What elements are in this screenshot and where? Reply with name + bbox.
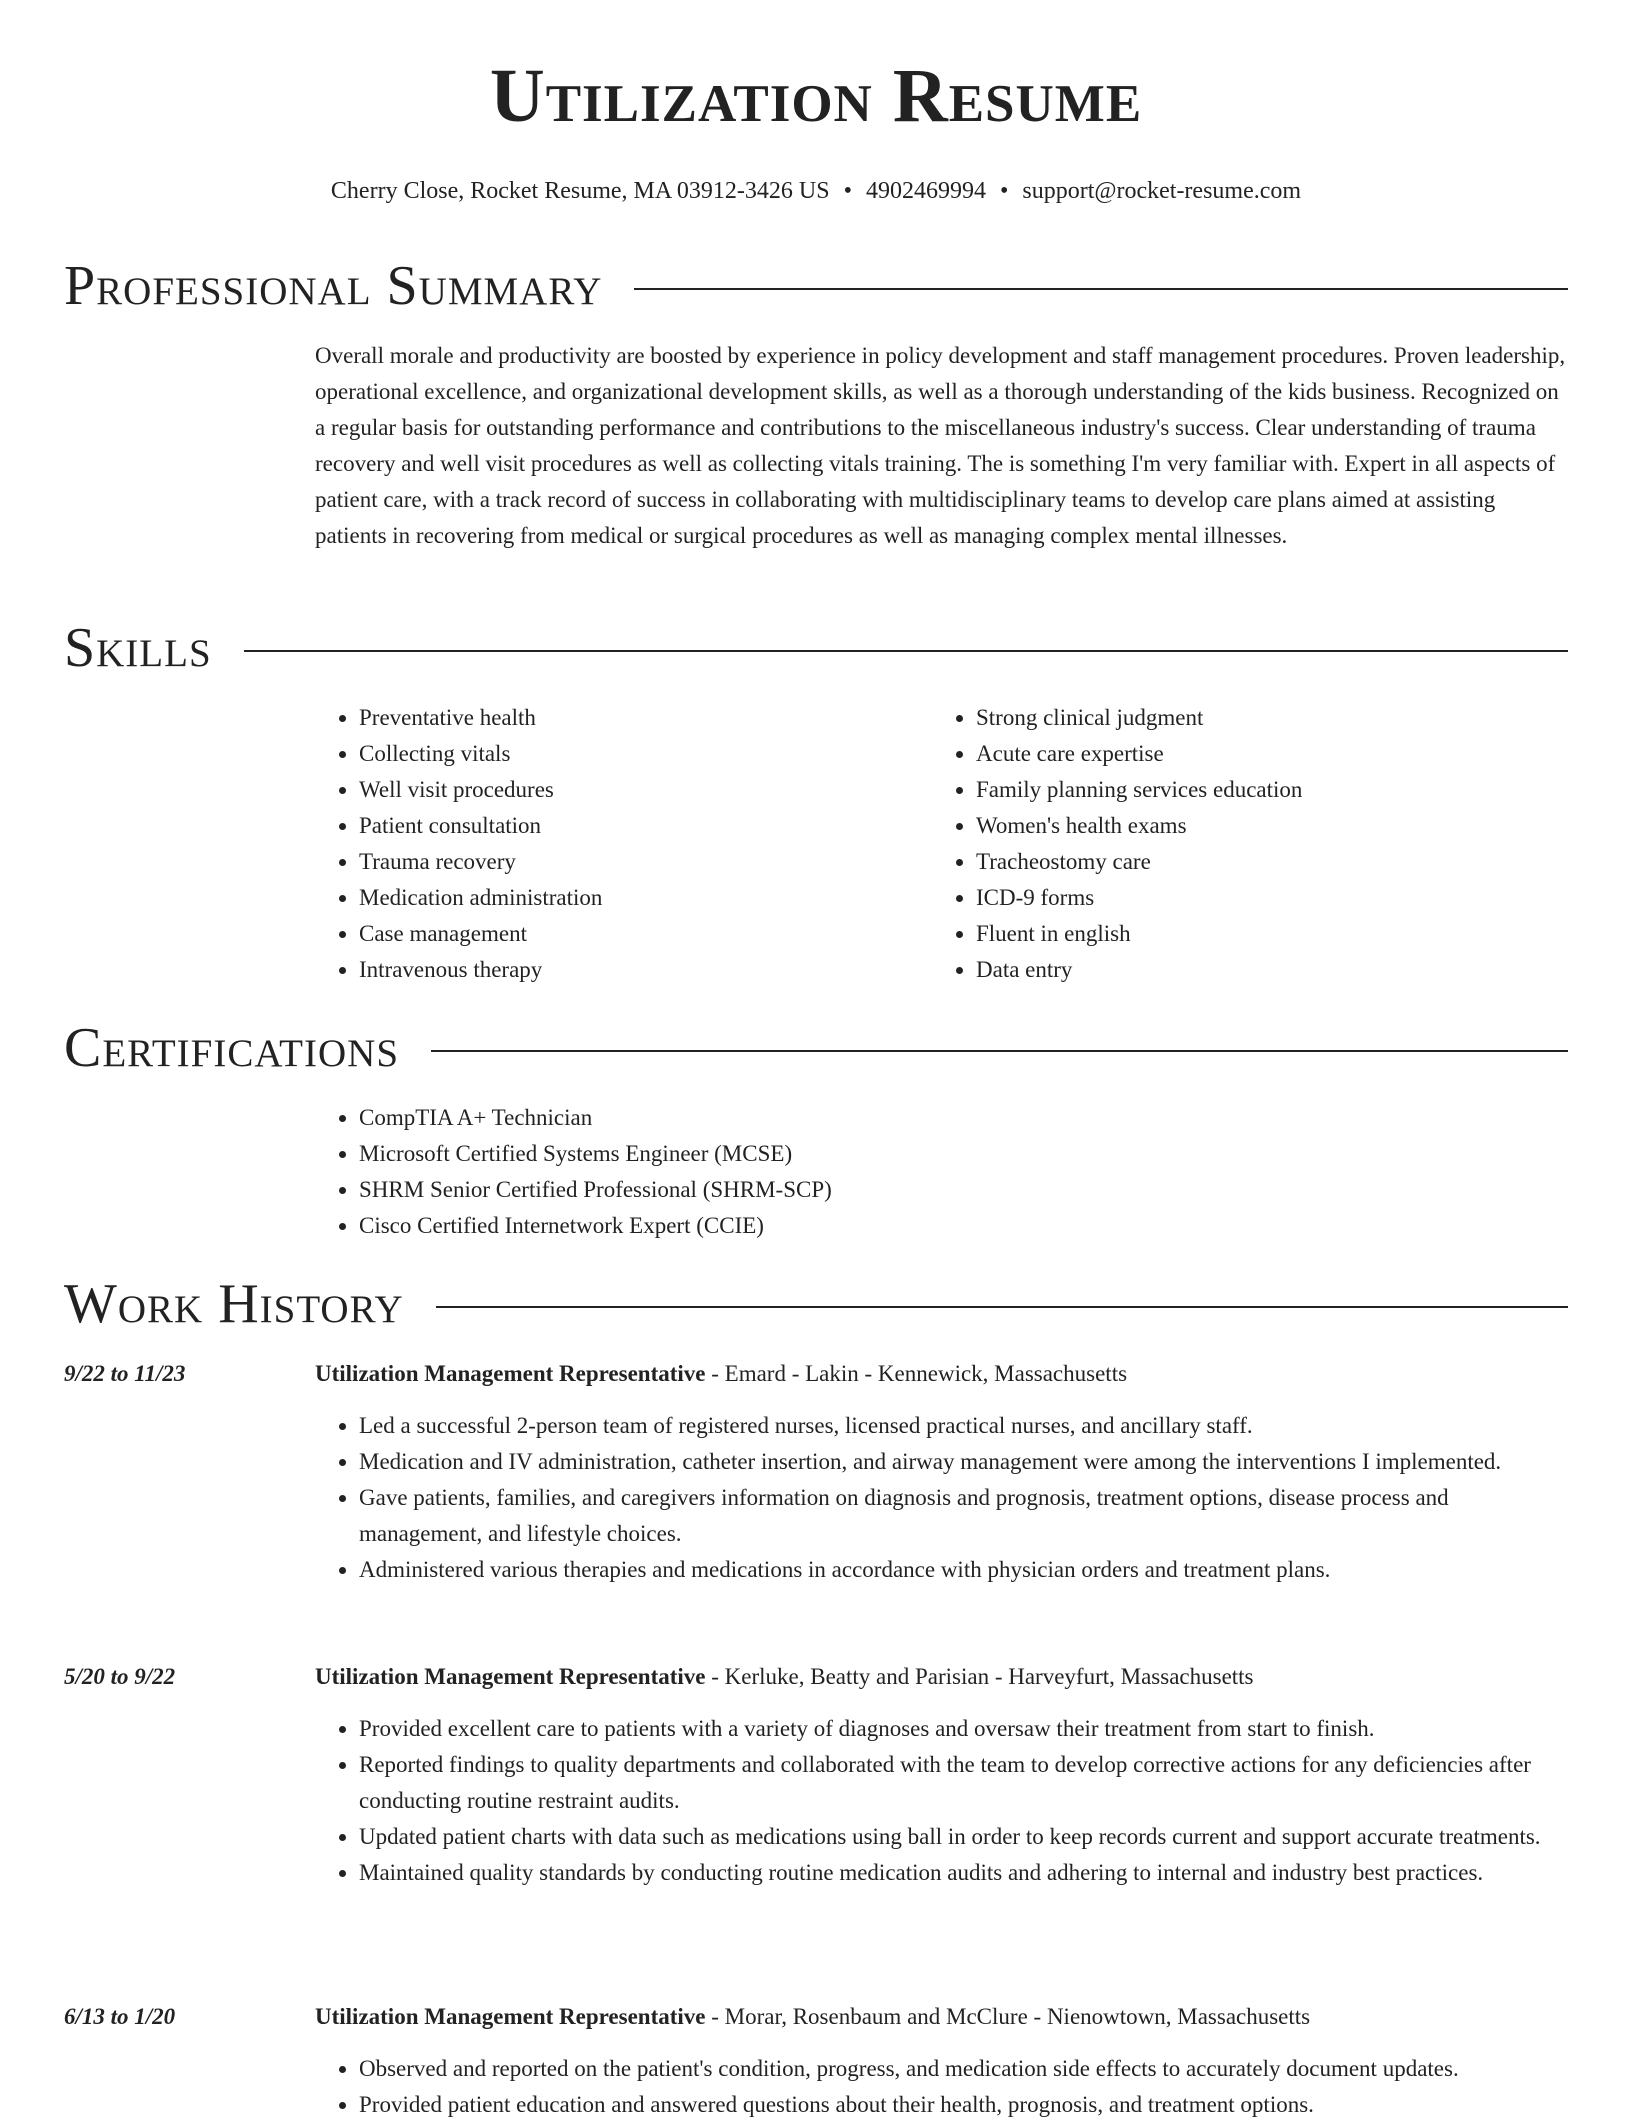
job-title-line xyxy=(315,2001,1568,2033)
skill-item: • Women's health exams xyxy=(976,808,1532,844)
job-bullet: • Observed and reported on the patient's condition, progress, and medication side effects to accurately document updates. xyxy=(359,2051,1568,2087)
section-title-certifications: Certifications xyxy=(64,1017,400,1079)
skills-column-right xyxy=(932,700,1532,988)
section-header-certifications xyxy=(64,1017,1568,1079)
job-bullet: • Updated patient charts with data such as medications using ball in order to keep records current and support accurate treatments. xyxy=(359,1819,1568,1855)
certification-item: • Cisco Certified Internetwork Expert (CCIE) xyxy=(359,1208,1568,1244)
job-bullet: • Administered various therapies and medications in accordance with physician orders and treatment plans. xyxy=(359,1552,1568,1588)
job-bullet: • Medication and IV administration, catheter insertion, and airway management were among the interventions I implemented. xyxy=(359,1444,1568,1480)
job-bullet: • Provided patient education and answered questions about their health, prognosis, and treatment options. xyxy=(359,2087,1568,2123)
section-divider xyxy=(244,650,1568,652)
job-title-line xyxy=(315,1661,1568,1693)
job-title: Utilization Management Representative xyxy=(315,2004,706,2029)
certification-item: • SHRM Senior Certified Professional (SHRM-SCP) xyxy=(359,1172,1568,1208)
certifications-block xyxy=(315,1100,1568,1244)
job-employer: - Kerluke, Beatty and Parisian - Harveyfurt, Massachusetts xyxy=(705,1664,1254,1689)
skill-item: • Data entry xyxy=(976,952,1532,988)
skill-item: • Case management xyxy=(359,916,915,952)
job-bullet-list xyxy=(315,1408,1568,1588)
skill-item: • Strong clinical judgment xyxy=(976,700,1532,736)
job-dates: 5/20 to 9/22 xyxy=(64,1664,176,1689)
job-employer: - Emard - Lakin - Kennewick, Massachusetts xyxy=(705,1361,1128,1386)
skill-item: • Acute care expertise xyxy=(976,736,1532,772)
job-bullet: • Maintained quality standards by conducting routine medication audits and adhering to internal and industry best practices. xyxy=(359,1855,1568,1891)
job-bullet: • Led a successful 2-person team of registered nurses, licensed practical nurses, and ancillary staff. xyxy=(359,1408,1568,1444)
contact-address: Cherry Close, Rocket Resume, MA 03912-3426 US xyxy=(330,178,830,204)
skills-list-right xyxy=(932,700,1532,988)
contact-line xyxy=(64,176,1568,206)
section-title-summary: Professional Summary xyxy=(64,255,603,317)
job-responsibilities xyxy=(315,1408,1568,1588)
contact-email: support@rocket-resume.com xyxy=(1022,178,1302,204)
job-dates: 6/13 to 1/20 xyxy=(64,2004,176,2029)
section-divider xyxy=(634,288,1568,290)
section-divider xyxy=(431,1050,1568,1052)
resume-name: Utilization Resume xyxy=(489,54,1143,138)
job-bullet-list xyxy=(315,1711,1568,1891)
job-title: Utilization Management Representative xyxy=(315,1361,706,1386)
job-bullet: • Reported findings to quality departments and collaborated with the team to develop corrective actions for any deficiencies after conducting routine restraint audits. xyxy=(359,1747,1568,1819)
job-dates: 9/22 to 11/23 xyxy=(64,1361,186,1386)
skill-item: • Fluent in english xyxy=(976,916,1532,952)
skill-item: • ICD-9 forms xyxy=(976,880,1532,916)
section-title-work-history: Work History xyxy=(64,1273,404,1335)
skill-item: • Family planning services education xyxy=(976,772,1532,808)
summary-text: Overall morale and productivity are boosted by experience in policy development and staff management procedures. Proven leadership, operational excellence, and organizational development skills, as well as a thorough understanding of the kids business. Recognized on a regular basis for outstanding performance and contributions to the miscellaneous industry's success. Clear understanding of trauma recovery and well visit procedures as well as collecting vitals training. The is something I'm very familiar with. Expert in all aspects of patient care, with a track record of success in collaborating with multidisciplinary teams to develop care plans aimed at assisting patients in recovering from medical or surgical procedures as well as managing complex mental illnesses. xyxy=(315,343,1566,548)
skill-item: • Patient consultation xyxy=(359,808,915,844)
section-header-work-history xyxy=(64,1273,1568,1335)
job-employer: - Morar, Rosenbaum and McClure - Nienowtown, Massachusetts xyxy=(705,2004,1311,2029)
certification-item: • Microsoft Certified Systems Engineer (MCSE) xyxy=(359,1136,1568,1172)
contact-separator: • xyxy=(999,178,1009,204)
skill-item: • Intravenous therapy xyxy=(359,952,915,988)
skill-item: • Collecting vitals xyxy=(359,736,915,772)
skill-item: • Well visit procedures xyxy=(359,772,915,808)
certifications-list xyxy=(315,1100,1568,1244)
job-bullet-list xyxy=(315,2051,1568,2123)
job-responsibilities xyxy=(315,1711,1568,1891)
skills-list-left xyxy=(315,700,915,988)
job-bullet: • Provided excellent care to patients with a variety of diagnoses and oversaw their treatment from start to finish. xyxy=(359,1711,1568,1747)
section-title-skills: Skills xyxy=(64,617,212,679)
skill-item: • Trauma recovery xyxy=(359,844,915,880)
job-title-line xyxy=(315,1358,1568,1390)
certification-item: • CompTIA A+ Technician xyxy=(359,1100,1568,1136)
skill-item: • Medication administration xyxy=(359,880,915,916)
section-header-skills xyxy=(64,617,1568,679)
skills-column-left xyxy=(315,700,915,988)
job-bullet: • Gave patients, families, and caregivers information on diagnosis and prognosis, treatment options, disease process and management, and lifestyle choices. xyxy=(359,1480,1568,1552)
contact-separator: • xyxy=(843,178,852,204)
section-divider xyxy=(436,1306,1568,1308)
contact-phone: 4902469994 xyxy=(865,178,986,204)
skill-item: • Preventative health xyxy=(359,700,915,736)
skill-item: • Tracheostomy care xyxy=(976,844,1532,880)
job-title: Utilization Management Representative xyxy=(315,1664,706,1689)
section-header-summary xyxy=(64,255,1568,317)
job-responsibilities xyxy=(315,2051,1568,2123)
